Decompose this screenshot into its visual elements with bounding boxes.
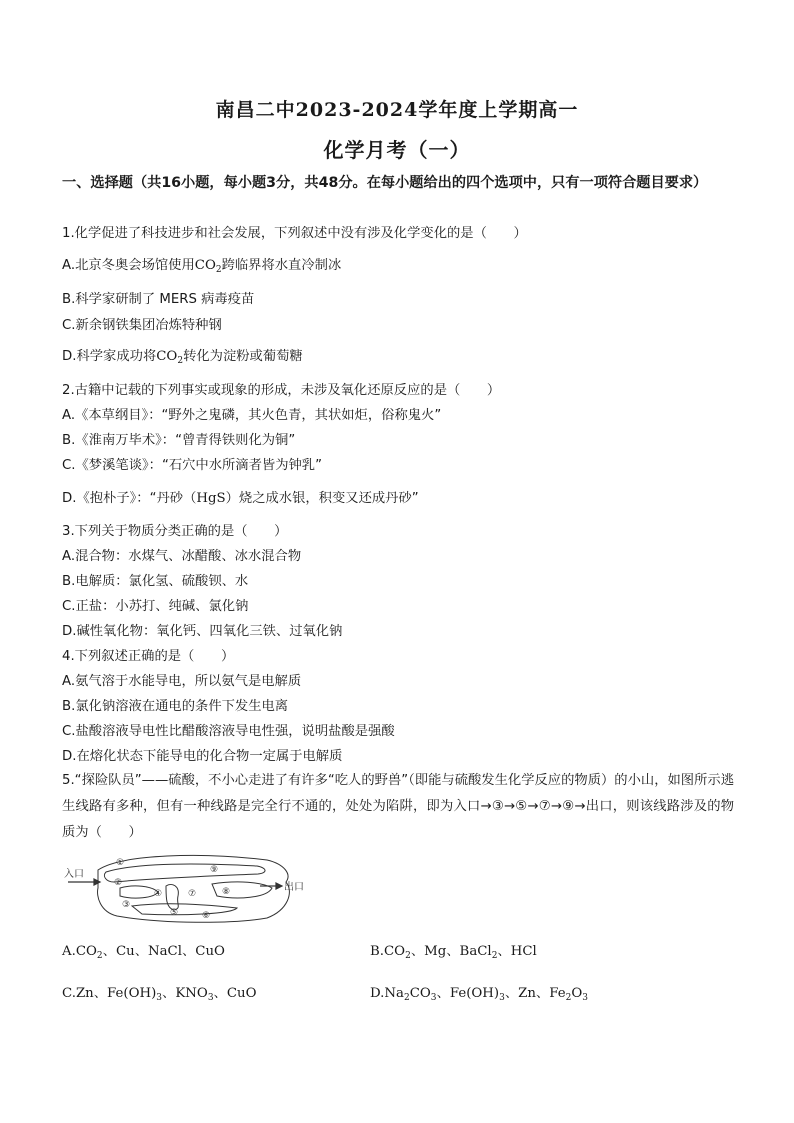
q1-stem: 1.化学促进了科技进步和社会发展，下列叙述中没有涉及化学变化的是（ ） — [62, 226, 527, 241]
q3-option-c: C.正盐：小苏打、纯碱、氯化钠 — [62, 599, 249, 614]
section-heading: 一、选择题（共16小题，每小题3分，共48分。在每小题给出的四个选项中，只有一项符合题目要求） — [62, 175, 708, 191]
maze-exit-label: 出口 — [284, 882, 304, 893]
page-subtitle: 化学月考（一） — [323, 138, 471, 162]
q2-stem: 2.古籍中记载的下列事实或现象的形成，未涉及氧化还原反应的是（ ） — [62, 383, 501, 398]
maze-node-9: ⑨ — [210, 865, 219, 875]
maze-node-5: ⑤ — [170, 908, 179, 918]
maze-wall-lower — [132, 904, 237, 915]
q2-option-d: D.《抱朴子》：“丹砂（HgS）烧之成水银，积变又还成丹砂” — [62, 491, 419, 506]
q1-option-b: B.科学家研制了 MERS 病毒疫苗 — [62, 292, 255, 307]
q3-option-a: A.混合物：水煤气、冰醋酸、冰水混合物 — [62, 549, 302, 564]
q1-option-c: C.新余钢铁集团冶炼特种钢 — [62, 318, 222, 333]
q2-option-c: C.《梦溪笔谈》：“石穴中水所滴者皆为钟乳” — [62, 458, 322, 473]
q4-option-a: A.氨气溶于水能导电，所以氨气是电解质 — [62, 674, 302, 689]
maze-node-1: ① — [116, 858, 125, 868]
q4-option-d: D.在熔化状态下能导电的化合物一定属于电解质 — [62, 749, 343, 764]
maze-node-3: ③ — [122, 900, 131, 910]
q1-option-a: A.北京冬奥会场馆使用$CO_2$跨临界将水直冷制冰 — [62, 258, 342, 275]
maze-wall-right — [212, 882, 272, 898]
q4-option-b: B.氯化钠溶液在通电的条件下发生电离 — [62, 699, 289, 714]
q5-option-c: C.Zn、$Fe(OH)_3$、$KNO_3$、CuO — [62, 986, 257, 1003]
q3-option-b: B.电解质：氯化氢、硫酸钡、水 — [62, 574, 249, 589]
maze-node-6: ⑥ — [202, 911, 211, 921]
maze-node-4: ④ — [154, 889, 163, 899]
q4-option-c: C.盐酸溶液导电性比醋酸溶液导电性强，说明盐酸是强酸 — [62, 724, 395, 739]
maze-node-7: ⑦ — [188, 889, 197, 899]
maze-node-2: ② — [114, 878, 123, 888]
maze-node-8: ⑧ — [222, 887, 231, 897]
q5-option-d: $D.Na_2CO_3$、$Fe(OH)_3$、Zn、$Fe_2O_3$ — [370, 986, 588, 1003]
q3-option-d: D.碱性氧化物：氧化钙、四氧化三铁、过氧化钠 — [62, 624, 343, 639]
q5-option-b: $B.CO_2$、Mg、BaCl$_2$、HCl — [370, 944, 537, 961]
q1-option-d: D.科学家成功将$CO_2$转化为淀粉或葡萄糖 — [62, 349, 303, 366]
maze-diagram — [62, 852, 312, 924]
q2-option-a: A.《本草纲目》：“野外之鬼磷，其火色青，其状如炬，俗称鬼火” — [62, 408, 442, 423]
maze-wall-upper — [104, 864, 265, 882]
q3-stem: 3.下列关于物质分类正确的是（ ） — [62, 524, 288, 539]
q5-stem: 5.“探险队员”——硫酸，不小心走进了有许多“吃人的野兽”（即能与硫酸发生化学反应的物质）的小山，如图所示逃生线路有多种，但有一种线路是完全行不通的，处处为陷阱，即为入口→③→⑤→⑦→⑨→出口，则该线路涉及的物质为（ ） — [62, 773, 734, 840]
q2-option-b: B.《淮南万毕术》：“曾青得铁则化为铜” — [62, 433, 296, 448]
maze-entrance-label: 入口 — [64, 869, 84, 880]
q5-option-a: $A.CO_2$、Cu、NaCl、CuO — [62, 944, 225, 961]
maze-wall-left — [120, 886, 158, 898]
page-title: 南昌二中2023-2024学年度上学期高一 — [215, 99, 579, 121]
q4-stem: 4.下列叙述正确的是（ ） — [62, 649, 235, 664]
maze-wall-middle — [166, 884, 178, 910]
